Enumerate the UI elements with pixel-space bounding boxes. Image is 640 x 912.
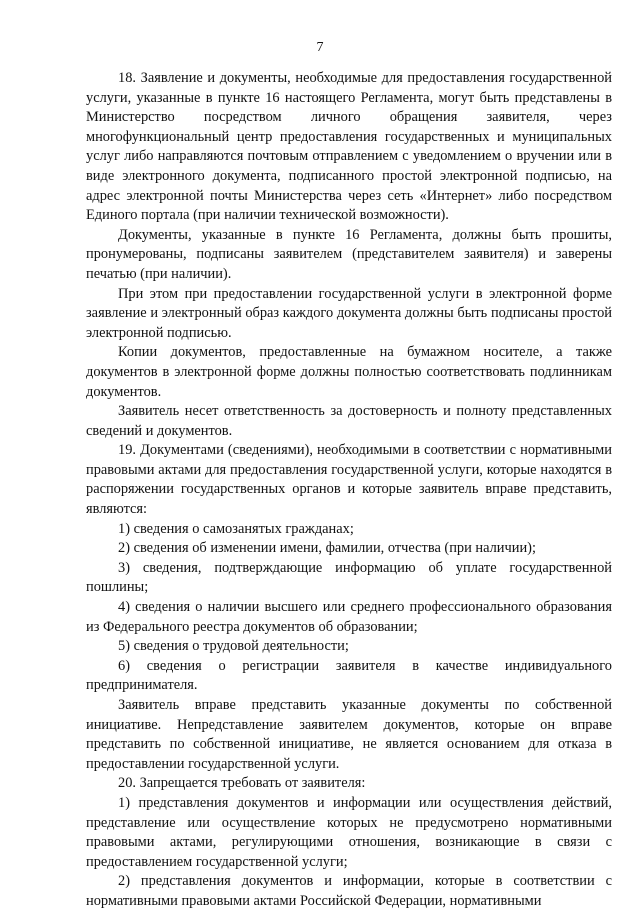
prohibition-item-1: 1) представления документов и информации или осуществления действий, представление или осуществление которых не предусмотрено нормативными правовыми актами, регулирующими отношения, возникающие в связи с предоставлением государственной услуги; [86, 794, 612, 870]
list-item-3: 3) сведения, подтверждающие информацию об уплате государственной пошлины; [86, 559, 612, 596]
list-item-4: 4) сведения о наличии высшего или среднего профессионального образования из Федерального реестра документов об образовании; [86, 599, 612, 635]
list-item-2: 2) сведения об изменении имени, фамилии, отчества (при наличии); [118, 540, 536, 557]
paragraph-documents-stitched: Документы, указанные в пункте 16 Регламента, должны быть прошиты, пронумерованы, подписаны заявителем (представителем заявителя) и заверены печатью (при наличии). [86, 226, 612, 282]
paragraph-20: 20. Запрещается требовать от заявителя: [118, 775, 366, 792]
document-body [86, 69, 612, 912]
list-item-5: 5) сведения о трудовой деятельности; [118, 638, 349, 655]
paragraph-responsibility: Заявитель несет ответственность за достоверность и полноту представленных сведений и документов. [86, 403, 612, 439]
list-item-1: 1) сведения о самозанятых гражданах; [118, 520, 354, 537]
paragraph-electronic-signature: При этом при предоставлении государственной услуги в электронной форме заявление и электронный образ каждого документа должны быть подписаны простой электронной подписью. [86, 285, 612, 341]
list-item-6: 6) сведения о регистрации заявителя в качестве индивидуального предпринимателя. [86, 657, 612, 694]
paragraph-own-initiative: Заявитель вправе представить указанные документы по собственной инициативе. Непредставление заявителем документов, которые он вправе представить по собственной инициативе, не является основанием для отказа в предоставлении государственной услуги. [86, 697, 612, 772]
paragraph-copies: Копии документов, предоставленные на бумажном носителе, а также документов в электронной форме должны полностью соответствовать подлинникам документов. [86, 344, 612, 400]
page-number: 7 [316, 40, 324, 55]
prohibition-item-2: 2) представления документов и информации, которые в соответствии с нормативными правовыми актами Российской Федерации, нормативными [86, 873, 612, 909]
paragraph-19: 19. Документами (сведениями), необходимыми в соответствии с нормативными правовыми актами для предоставления государственной услуги, которые находятся в распоряжении государственных органов и которые заявитель вправе представить, являются: [86, 442, 612, 518]
paragraph-18: 18. Заявление и документы, необходимые для предоставления государственной услуги, указанные в пункте 16 настоящего Регламента, могут быть представлены в Министерство посредством личного обращения заявителя, через многофункциональный центр предоставления государственных и муниципальных услуг либо направляются почтовым отправлением с уведомлением о вручении или в виде электронного документа, подписанного простой электронной подписью, на адрес электронной почты Министерства через сеть «Интернет» либо посредством Единого портала (при наличии технической возможности). [86, 70, 612, 224]
